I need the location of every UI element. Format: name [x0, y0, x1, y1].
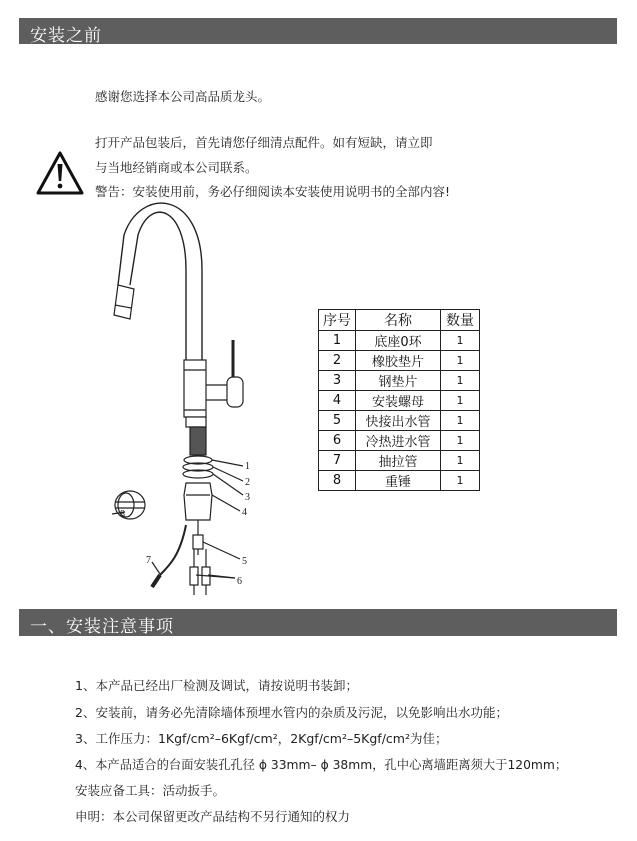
cell-qty: 1	[441, 351, 480, 371]
check-text-line1: 打开产品包装后，首先请您仔细清点配件。如有短缺，请立即	[95, 135, 433, 150]
cell-no: 7	[319, 451, 356, 471]
cell-no: 6	[319, 431, 356, 451]
table-row	[319, 331, 480, 351]
table-row	[319, 411, 480, 431]
label-7: 7	[146, 555, 151, 566]
cell-qty: 1	[441, 391, 480, 411]
header-no: 序号	[319, 310, 356, 331]
table-row	[319, 451, 480, 471]
note-3: 3、工作压力：1Kgf/cm²–6Kgf/cm²，2Kgf/cm²–5Kgf/cm²为佳；	[75, 731, 448, 746]
label-2: 2	[245, 477, 250, 488]
label-8: 8	[120, 509, 125, 520]
spray-head	[114, 285, 134, 319]
parts-table	[318, 309, 480, 491]
note-1: 1、本产品已经出厂检测及调试，请按说明书装卸；	[75, 678, 358, 693]
check-text-line2: 与当地经销商或本公司联系。	[95, 160, 258, 175]
cell-name: 快接出水管	[356, 411, 441, 431]
label-3: 3	[245, 492, 250, 503]
label-6: 6	[237, 576, 242, 587]
tools-note: 安装应备工具：活动扳手。	[75, 783, 226, 798]
section-header-before-install	[19, 18, 617, 44]
cell-no: 1	[319, 331, 356, 351]
header-qty: 数量	[441, 310, 480, 331]
spout	[130, 212, 186, 360]
cell-no: 3	[319, 371, 356, 391]
section-title: 一、安装注意事项	[30, 617, 174, 637]
cell-name: 冷热进水管	[356, 431, 441, 451]
table-row	[319, 471, 480, 491]
cell-no: 8	[319, 471, 356, 491]
cell-qty: 1	[441, 371, 480, 391]
label-5: 5	[242, 556, 247, 567]
table-row	[319, 431, 480, 451]
cell-no: 2	[319, 351, 356, 371]
cell-no: 5	[319, 411, 356, 431]
cell-qty: 1	[441, 411, 480, 431]
mounting-nut	[184, 483, 212, 520]
note-4: 4、本产品适合的台面安装孔孔径 ϕ 33mm– ϕ 38mm，孔中心离墙距离须大于120mm；	[75, 758, 568, 772]
table-row	[319, 391, 480, 411]
section-header-notes	[19, 609, 617, 636]
table-header-row	[319, 310, 480, 331]
label-4: 4	[242, 507, 247, 518]
cell-qty: 1	[441, 331, 480, 351]
faucet-diagram	[100, 195, 275, 595]
cell-name: 抽拉管	[356, 451, 441, 471]
label-1: 1	[245, 461, 250, 472]
faucet-body	[184, 360, 206, 417]
statement-note: 申明：本公司保留更改产品结构不另行通知的权力	[75, 809, 351, 824]
cell-qty: 1	[441, 451, 480, 471]
section-title: 安装之前	[30, 26, 102, 46]
warning-text: 警告：安装使用前，务必仔细阅读本安装使用说明书的全部内容!	[95, 184, 451, 199]
table-row	[319, 371, 480, 391]
pull-hose	[160, 525, 186, 575]
cell-qty: 1	[441, 471, 480, 491]
cell-no: 4	[319, 391, 356, 411]
cell-name: 重锤	[356, 471, 441, 491]
thanks-text: 感谢您选择本公司高品质龙头。	[95, 89, 271, 104]
cell-name: 钢垫片	[356, 371, 441, 391]
table-row	[319, 351, 480, 371]
cell-name: 安装螺母	[356, 391, 441, 411]
header-name: 名称	[356, 310, 441, 331]
warning-icon	[35, 150, 85, 196]
cell-name: 橡胶垫片	[356, 351, 441, 371]
cell-name: 底座0环	[356, 331, 441, 351]
note-2: 2、安装前，请务必先清除墙体预埋水管内的杂质及污泥，以免影响出水功能；	[75, 705, 508, 720]
cell-qty: 1	[441, 431, 480, 451]
threaded-stud	[190, 427, 206, 455]
